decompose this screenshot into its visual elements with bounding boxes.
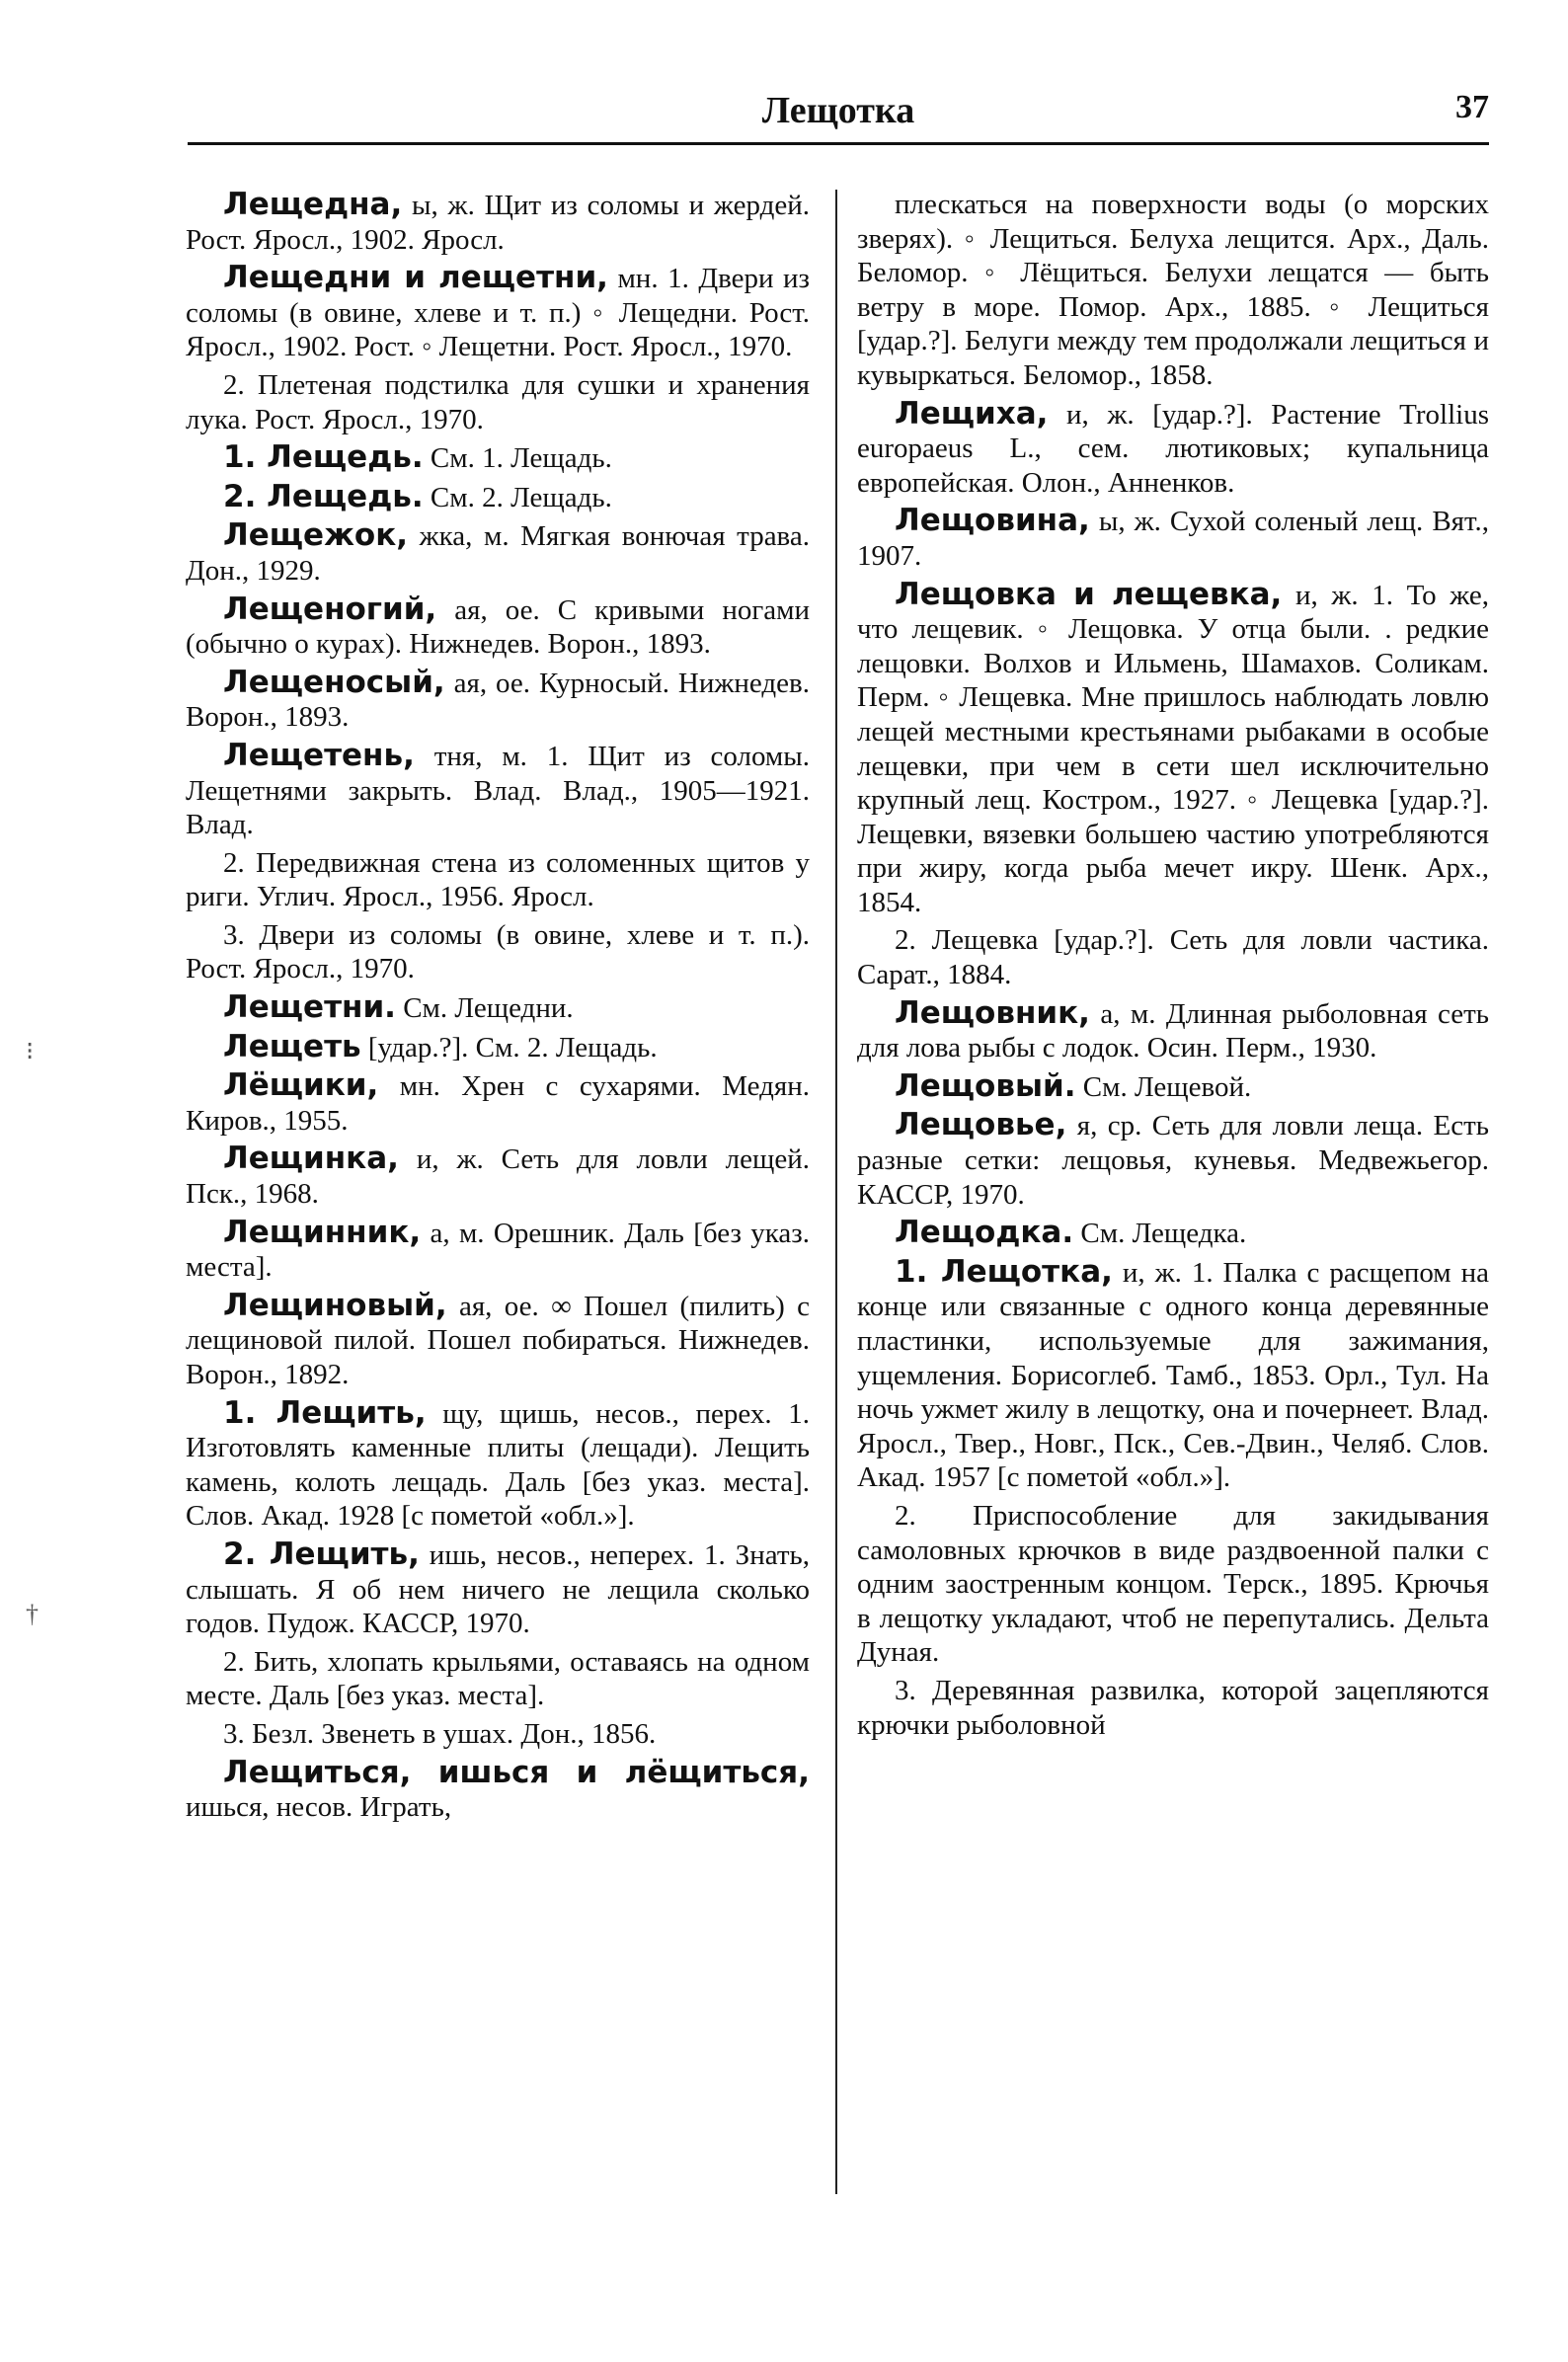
dictionary-entry bbox=[186, 440, 810, 476]
entry-headword: Лещинка, bbox=[223, 1141, 399, 1177]
entry-text: [удар.?]. См. 2. Лещадь. bbox=[360, 1031, 658, 1063]
entry-text: и, ж. [удар.?]. Растение Trollius europaeus L., сем. лютиковых; купальница европейская. Олон., Анненков. bbox=[857, 398, 1489, 499]
entry-text: жка, м. Мягкая вонючая трава. Дон., 1929. bbox=[186, 520, 810, 587]
entry-text: 2. Приспособление для закидывания самоловных крючков в виде раздвоенной палки с одним заостренным концом. Терск., 1895. Крючья в лещотку укладают, чтоб не перепутались. Дельта Дуная. bbox=[857, 1499, 1489, 1669]
dictionary-entry bbox=[186, 666, 810, 735]
entry-text: ы, ж. Сухой соленый лещ. Вят., 1907. bbox=[857, 506, 1489, 572]
entry-text: 2. Плетеная подстилка для сушки и хранения лука. Рост. Яросл., 1970. bbox=[186, 368, 810, 435]
entry-text: а, м. Длинная рыболовная сеть для лова рыбы с лодок. Осин. Перм., 1930. bbox=[857, 997, 1489, 1064]
entry-text: и, ж. 1. Палка с расщепом на конце или связанные с одного конца деревянные пластинки, используемые для зажимания, ущемления. Борисоглеб. Тамб., 1853. Орл., Тул. На ночь ужмет жилу в лещотку, она и почернеет. Влад. Яросл., Твер., Новг., Пск., Сев.-Двин., Челяб. Слов. Акад. 1957 [с пометой «обл.»]. bbox=[857, 1256, 1489, 1494]
dictionary-entry bbox=[186, 368, 810, 436]
entry-text: ишь, несов., неперех. 1. Знать, слышать. Я об нем ничего не лещила сколько годов. Пудож. КАССР, 1970. bbox=[186, 1538, 811, 1640]
dictionary-entry bbox=[186, 1645, 810, 1713]
entry-text: и, ж. 1. То же, что лещевик. ◦ Лещовка. У отца были. . редкие лещовки. Волхов и Ильмень, Шамахов. Соликам. Перм. ◦ Лещевка. Мне пришлось наблюдать ловлю лещей местными крестьянами рыбаками в особые лещевки, при чем в сети шел исключительно крупный лещ. Костром., 1927. ◦ Лещевка [удар.?]. Лещевки, вязевки большею частию употребляются при жиру, когда рыба мечет икру. Шенк. Арх., 1854. bbox=[857, 579, 1489, 918]
dictionary-entry bbox=[186, 480, 810, 515]
dictionary-entry bbox=[186, 1030, 810, 1065]
entry-headword: 1. Лещотка, bbox=[895, 1253, 1113, 1290]
entry-text: 2. Лещевка [удар.?]. Сеть для ловли частика. Сарат., 1884. bbox=[857, 924, 1489, 991]
entry-headword: Лещиха, bbox=[895, 395, 1049, 432]
margin-mark: ⁝ bbox=[26, 1037, 35, 1065]
entry-text: ишься, несов. Играть, bbox=[186, 1791, 452, 1824]
entry-text: 2. Бить, хлопать крыльями, оставаясь на одном месте. Даль [без указ. места]. bbox=[186, 1645, 810, 1712]
entry-text: См. Лещедка. bbox=[1073, 1218, 1247, 1250]
entry-headword: Лещеносый, bbox=[223, 664, 445, 700]
entry-text: См. 2. Лещадь. bbox=[423, 481, 612, 513]
dictionary-entry bbox=[857, 1255, 1489, 1495]
entry-text: я, ср. Сеть для ловли леща. Есть разные сетки: лещовья, куневья. Медвежьегор. КАССР, 1970. bbox=[857, 1110, 1489, 1211]
entry-text: ая, ое. ∞ Пошел (пилить) с лещиновой пилой. Пошел побираться. Нижнедев. Ворон., 1892. bbox=[186, 1290, 810, 1390]
entry-text: и, ж. Сеть для ловли лещей. Пск., 1968. bbox=[186, 1143, 810, 1211]
entry-headword: Лёщики, bbox=[223, 1067, 379, 1104]
entry-text: 3. Двери из соломы (в овине, хлеве и т. п.). Рост. Яросл., 1970. bbox=[186, 918, 810, 985]
entry-text: тня, м. 1. Щит из соломы. Лещетнями закрыть. Влад. Влад., 1905—1921. Влад. bbox=[186, 740, 810, 841]
dictionary-entry bbox=[857, 397, 1489, 501]
entry-headword: 1. Лещедь. bbox=[223, 439, 424, 476]
column-divider bbox=[835, 190, 837, 2194]
dictionary-entry bbox=[186, 1142, 810, 1211]
right-column bbox=[857, 188, 1489, 1746]
entry-headword: Лещиновый, bbox=[223, 1287, 447, 1323]
entry-text: ая, ое. С кривыми ногами (обычно о курах). Нижнедев. Ворон., 1893. bbox=[186, 593, 810, 661]
entry-text: а, м. Орешник. Даль [без указ. места]. bbox=[186, 1217, 810, 1284]
dictionary-entry bbox=[857, 1108, 1489, 1212]
dictionary-entry bbox=[186, 1756, 810, 1825]
entry-text: ая, ое. Курносый. Нижнедев. Ворон., 1893. bbox=[186, 667, 810, 734]
dictionary-entry bbox=[857, 1216, 1489, 1251]
dictionary-entry bbox=[186, 261, 810, 364]
entry-headword: Лещетень, bbox=[223, 737, 415, 773]
entry-text: мн. 1. Двери из соломы (в овине, хлеве и т. п.) ◦ Лещедни. Рост. Яросл., 1902. Рост. ◦ Лещетни. Рост. Яросл., 1970. bbox=[186, 263, 810, 363]
dictionary-entry bbox=[186, 1289, 810, 1392]
left-column bbox=[186, 188, 810, 1829]
page-header bbox=[188, 81, 1489, 145]
entry-text: 3. Деревянная развилка, которой зацепляются крючки рыболовной bbox=[857, 1674, 1489, 1741]
dictionary-entry bbox=[857, 1499, 1489, 1670]
entry-headword: Лещеногий, bbox=[223, 590, 437, 627]
dictionary-entry bbox=[186, 846, 810, 914]
entry-headword: Лещодка. bbox=[895, 1215, 1074, 1251]
dictionary-entry bbox=[186, 1216, 810, 1285]
entry-text: См. Лещевой. bbox=[1075, 1070, 1252, 1103]
entry-text: ы, ж. Щит из соломы и жердей. Рост. Яросл., 1902. Яросл. bbox=[186, 190, 810, 256]
entry-headword: Лещетни. bbox=[223, 989, 396, 1026]
margin-mark: † bbox=[26, 1600, 39, 1628]
dictionary-entry bbox=[857, 996, 1489, 1065]
dictionary-entry bbox=[186, 1396, 810, 1534]
dictionary-entry bbox=[857, 923, 1489, 991]
page-number: 37 bbox=[1455, 89, 1489, 125]
dictionary-entry bbox=[857, 188, 1489, 393]
dictionary-entry bbox=[857, 504, 1489, 573]
running-head: Лещотка bbox=[761, 90, 915, 131]
entry-headword: Лещежок, bbox=[223, 517, 409, 554]
entry-headword: Лещиться, ишься и лёщиться, bbox=[223, 1754, 810, 1790]
dictionary-entry bbox=[186, 739, 810, 842]
entry-text: См. Лещедни. bbox=[395, 992, 574, 1025]
dictionary-entry bbox=[857, 578, 1489, 920]
entry-headword: Лещедни и лещетни, bbox=[223, 260, 608, 296]
dictionary-entry bbox=[857, 1069, 1489, 1105]
dictionary-entry bbox=[857, 1674, 1489, 1742]
dictionary-entry bbox=[186, 1537, 810, 1641]
entry-headword: Лещедна, bbox=[223, 187, 403, 222]
entry-text: щу, щишь, несов., перех. 1. Изготовлять каменные плиты (лещади). Лещить камень, колоть лещадь. Даль [без указ. места]. Слов. Акад. 1928 [с пометой «обл.»]. bbox=[186, 1397, 810, 1533]
entry-text: мн. Хрен с сухарями. Медян. Киров., 1955. bbox=[186, 1070, 810, 1137]
entry-text: 2. Передвижная стена из соломенных щитов у риги. Углич. Яросл., 1956. Яросл. bbox=[186, 846, 810, 913]
dictionary-entry bbox=[186, 1068, 810, 1138]
entry-headword: Лещовый. bbox=[895, 1067, 1076, 1104]
dictionary-entry bbox=[186, 990, 810, 1026]
dictionary-entry bbox=[186, 918, 810, 986]
dictionary-entry bbox=[186, 592, 810, 662]
entry-headword: Лещовник, bbox=[895, 994, 1090, 1031]
entry-headword: Лещовина, bbox=[895, 503, 1090, 539]
entry-text: См. 1. Лещадь. bbox=[423, 442, 612, 475]
entry-headword: Лещеть bbox=[223, 1028, 361, 1064]
entry-headword: 2. Лещедь. bbox=[223, 478, 424, 514]
entry-headword: 1. Лещить, bbox=[223, 1394, 427, 1431]
entry-headword: 2. Лещить, bbox=[223, 1535, 420, 1572]
dictionary-entry bbox=[186, 1717, 810, 1752]
entry-headword: Лещовье, bbox=[895, 1107, 1067, 1143]
dictionary-entry bbox=[186, 518, 810, 588]
dictionary-entry bbox=[186, 188, 810, 257]
entry-text: 3. Безл. Звенеть в ушах. Дон., 1856. bbox=[223, 1717, 657, 1750]
entry-headword: Лещинник, bbox=[223, 1214, 422, 1250]
entry-text: плескаться на поверхности воды (о морских зверях). ◦ Лещиться. Белуха лещится. Арх., Даль. Беломор. ◦ Лёщиться. Белухи лещатся — быть ветру в море. Помор. Арх., 1885. ◦ Лещиться [удар.?]. Белуги между тем продолжали лещиться и кувыркаться. Беломор., 1858. bbox=[857, 189, 1489, 391]
entry-headword: Лещовка и лещевка, bbox=[895, 576, 1283, 612]
